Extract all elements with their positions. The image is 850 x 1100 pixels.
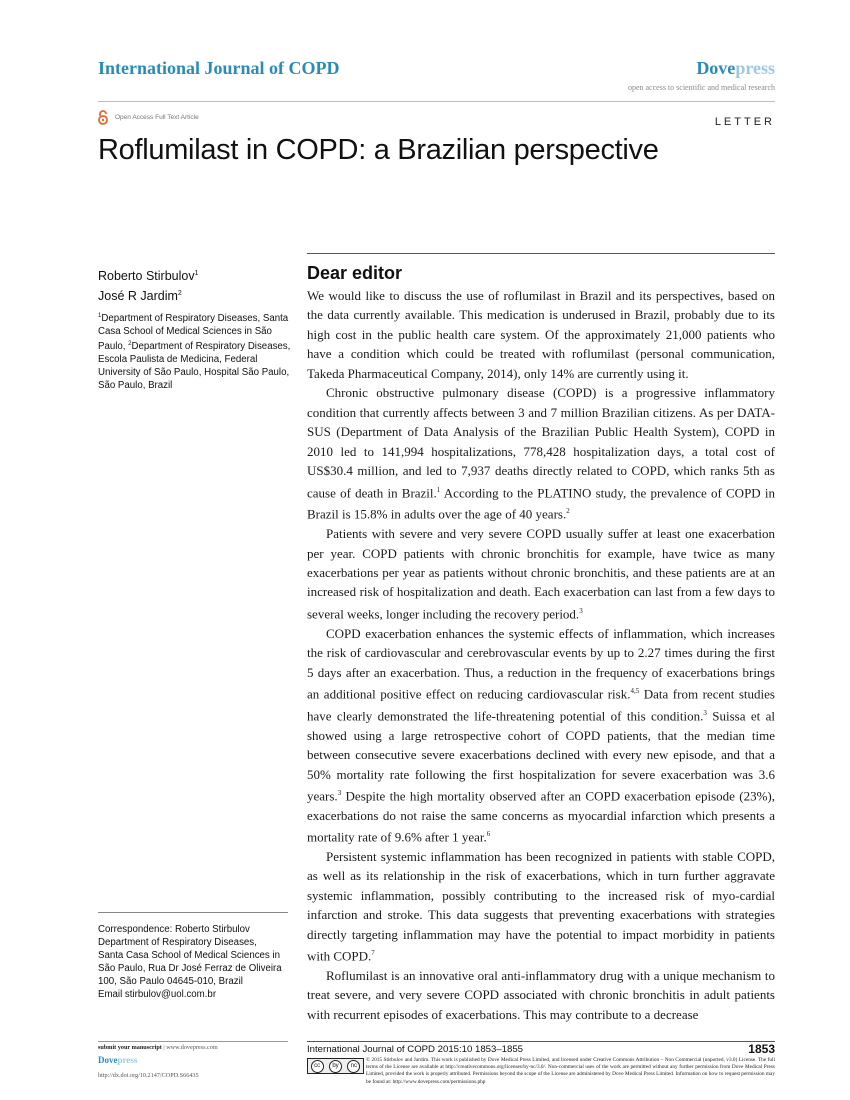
affil-1-marker: 1 (98, 313, 102, 319)
paragraph-2-text: According to the PLATINO study, the prevalence of COPD in Brazil is 15.8% in adults over the age of 40 years. (307, 484, 775, 522)
submit-manuscript (98, 1044, 218, 1051)
affiliations (98, 310, 293, 392)
affil-2-text: Department of Respiratory Diseases, Escola Paulista de Medicina, Federal University of São Paulo, Hospital São Paulo, São Paulo, Brazil (98, 341, 291, 392)
publisher-logo-light: press (735, 58, 775, 78)
open-access-label: Open Access Full Text Article (115, 114, 199, 121)
correspondence-line: Correspondence: Roberto Stirbulov (98, 924, 250, 935)
paragraph-4-text: Despite the high mortality observed after an COPD exacerbation episode (23%), exacerbations do not raise the same concerns as myocardial infarction which presents a mortality rate of 9.6% after 1 year. (307, 788, 775, 845)
reference-marker[interactable]: 7 (371, 949, 375, 958)
creative-commons-badge[interactable] (307, 1058, 364, 1074)
paragraph-2 (307, 383, 775, 524)
publisher-logo-dark: Dove (696, 58, 736, 78)
author-2 (98, 285, 198, 305)
article-title: Roflumilast in COPD: a Brazilian perspective (98, 134, 659, 166)
correspondence-email[interactable]: Email stirbulov@uol.com.br (98, 989, 217, 1000)
submit-manuscript-link[interactable]: submit your manuscript (98, 1044, 162, 1051)
citation-line: International Journal of COPD 2015:10 1853–1855 (307, 1044, 524, 1055)
submit-separator: | (161, 1044, 167, 1051)
footer-logo-light: press (117, 1055, 138, 1065)
paragraph-4-text: Suissa et al showed using a large retrospective cohort of COPD patients, that the median time between consecutive severe exacerbations declined with every new episode, and that a 50% mortality rate following the first hospitalization for severe exacerbation was 3.6 years. (307, 708, 776, 804)
author-2-name: José R Jardim (98, 289, 178, 304)
reference-marker[interactable]: 6 (486, 830, 491, 839)
publisher-tagline: open access to scientific and medical research (627, 83, 775, 92)
footer-publisher-logo[interactable] (98, 1055, 137, 1065)
paragraph-1: We would like to discuss the use of roflumilast in Brazil and its perspectives, based on the data currently available. This medication is underused in Brazil, probably due to its high cost in the public health care system. Of the approximately 21,000 patients who have a condition which could be treated with roflumilast (personal communication, Takeda Pharmaceutical Company, 2014), only 14% are currently using it. (307, 288, 775, 381)
correspondence-line: Department of Respiratory Diseases, (98, 937, 257, 948)
paragraph-3 (307, 524, 775, 624)
license-text: © 2015 Stirbulov and Jardim. This work is published by Dove Medical Press Limited, and licensed under Creative Commons Attribution – Non Commercial (unported, v3.0) License. The full terms of the License are available at http://creativecommons.org/licenses/by-nc/3.0/. Non-commercial uses of the work are permitted without any further permission from Dove Medical Press Limited, provided the work is properly attributed. Permissions beyond the scope of the License are administered by Dove Medical Press Limited. Information on how to request permission may be found at: http://www.dovepress.com/permissions.php (366, 1057, 775, 1085)
page-number: 1853 (748, 1042, 775, 1056)
open-access-badge (97, 110, 199, 125)
affil-2-marker: 2 (128, 341, 132, 348)
correspondence-line: Santa Casa School of Medical Sciences in (98, 950, 281, 961)
footer-logo-dark: Dove (98, 1055, 118, 1065)
footer-divider-left (98, 1041, 288, 1042)
author-list (98, 265, 198, 305)
article-type: LETTER (714, 116, 775, 128)
cc-icon: cc (311, 1060, 324, 1073)
doi-link[interactable]: http://dx.doi.org/10.2147/COPD.S66435 (98, 1072, 199, 1079)
paragraph-6: Roflumilast is an innovative oral anti-inflammatory drug with a unique mechanism to treat severe, and very severe COPD associated with chronic bronchitis in adult patients with recurrent episodes of exacerbations. This may contribute to a decrease (307, 968, 775, 1022)
reference-marker[interactable]: 3 (703, 708, 707, 717)
author-1-affil-ref: 1 (194, 270, 199, 277)
author-1 (98, 265, 198, 285)
body-divider (307, 253, 775, 254)
author-2-affil-ref: 2 (177, 290, 182, 298)
reference-marker[interactable]: 2 (566, 507, 570, 516)
publisher-logo[interactable] (696, 58, 775, 79)
reference-marker[interactable]: 3 (337, 788, 342, 797)
paragraph-3-text: Patients with severe and very severe COPD usually suffer at least one exacerbation per year. COPD patients with chronic bronchitis for example, have twice as many exacerbations per year as patients without chronic bronchitis, and these patients are at an increased risk of hospitalization and death. Each exacerbation can last from a few days to several weeks, longer including the recovery period. (307, 526, 775, 622)
reference-marker[interactable]: 3 (579, 606, 583, 615)
letter-body (307, 262, 775, 1024)
cc-by-icon: by (329, 1060, 342, 1073)
correspondence-line: 100, São Paulo 04645-010, Brazil (98, 976, 243, 987)
author-1-name: Roberto Stirbulov (98, 269, 195, 284)
open-access-lock-icon (97, 110, 109, 125)
correspondence-line: São Paulo, Rua Dr José Ferraz de Oliveira (98, 963, 282, 974)
reference-marker[interactable]: 4,5 (630, 687, 640, 696)
footer-divider-right (307, 1041, 775, 1042)
paragraph-4-text: Data from recent studies have clearly demonstrated the life-threatening potential of this condition. (307, 686, 775, 724)
submit-url-link[interactable]: www.dovepress.com (166, 1044, 218, 1051)
salutation-heading: Dear editor (307, 263, 403, 283)
correspondence-divider (98, 912, 288, 913)
paragraph-2-text: Chronic obstructive pulmonary disease (COPD) is a progressive inflammatory condition that currently affects between 3 and 7 million Brazilian citizens. As per DATA-SUS (Department of Data Analysis of the Brazilian Public Health System), COPD in 2010 led to 141,994 hospitalizations, 778,428 hospitalization days, a total cost of US$30.4 million, and led to 7,937 deaths directly related to COPD, which ranks 5th as cause of death in Brazil. (307, 385, 775, 500)
paragraph-4 (307, 624, 775, 847)
paragraph-5 (307, 847, 775, 966)
paragraph-5-text: Persistent systemic inflammation has been recognized in patients with stable COPD, as well as its relationship in the risk of exacerbations, which in turn further aggravate systemic inflammation, possibly contributing to the increased risk of myo-cardial infarction and stroke. This data suggests that preventing exacerbations with strategies directly targeting inflammation may have the potential to impact morbidity in patients with COPD. (307, 848, 775, 964)
correspondence (98, 923, 293, 1001)
paragraph-4-text: COPD exacerbation enhances the systemic effects of inflammation, which increases the risk of cardiovascular and cerebrovascular events by up to 2.27 times during the first 5 days after an exacerbation. Thus, a reduction in the frequency of exacerbations brings an additional positive effect on reducing cardiovascular risk. (307, 625, 775, 702)
reference-marker[interactable]: 1 (436, 485, 441, 494)
header-divider (98, 101, 775, 102)
cc-nc-icon: nc (347, 1060, 360, 1073)
journal-name[interactable]: International Journal of COPD (98, 58, 340, 78)
affil-1-text: Department of Respiratory Diseases, Santa Casa School of Medical Sciences in São Paulo, (98, 313, 289, 353)
